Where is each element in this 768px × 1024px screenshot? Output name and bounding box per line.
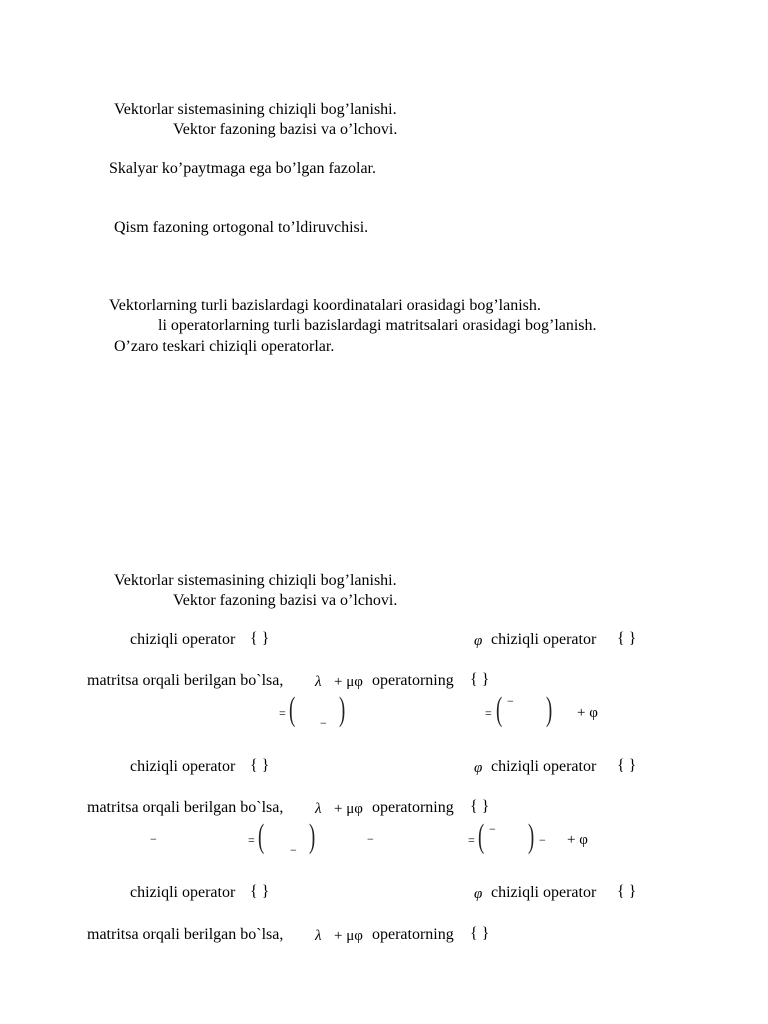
- matrix-right-paren-2: ): [546, 691, 553, 728]
- left-braces: { }: [250, 883, 270, 900]
- plus-mu-phi: + μφ: [334, 928, 363, 944]
- equals-sign-1: =: [279, 706, 286, 720]
- lambda-symbol: λ: [315, 928, 322, 944]
- minus-sign-c: −: [539, 833, 546, 847]
- matrix-right-paren-2: ): [528, 818, 535, 855]
- topic-line-7: O’zaro teskari chiziqli operatorlar.: [114, 338, 335, 355]
- minus-sign-2: −: [507, 694, 514, 708]
- lambda-symbol: λ: [315, 801, 322, 817]
- minus-sign-2: −: [489, 822, 496, 836]
- operator-word: operatorning: [372, 672, 454, 689]
- matrix-sentence: matritsa orqali berilgan bo`lsa,: [87, 799, 284, 816]
- plus-phi: + φ: [567, 832, 588, 848]
- right-braces: { }: [617, 630, 637, 647]
- operator-braces: { }: [470, 671, 490, 688]
- left-operator-label: chiziqli operator: [130, 631, 236, 648]
- minus-sign-b: −: [367, 832, 374, 846]
- phi-symbol: φ: [474, 760, 483, 776]
- phi-symbol: φ: [474, 886, 483, 902]
- topic-line-5: Vektorlarning turli bazislardagi koordinatalari orasidagi bog’lanish.: [109, 297, 541, 314]
- phi-symbol: φ: [474, 633, 483, 649]
- right-operator-label: chiziqli operator: [491, 884, 597, 901]
- lambda-symbol: λ: [315, 674, 322, 690]
- right-braces: { }: [617, 883, 637, 900]
- heading-line-1: Vektorlar sistemasining chiziqli bog’lanishi.: [114, 101, 397, 118]
- minus-sign-a: −: [150, 832, 157, 846]
- minus-sign-1: −: [320, 716, 327, 730]
- right-operator-label: chiziqli operator: [491, 631, 597, 648]
- matrix-left-paren-2: (: [478, 818, 485, 855]
- left-operator-label: chiziqli operator: [130, 884, 236, 901]
- right-operator-label: chiziqli operator: [491, 758, 597, 775]
- matrix-left-paren-2: (: [496, 691, 503, 728]
- left-braces: { }: [250, 757, 270, 774]
- matrix-right-paren-1: ): [309, 818, 316, 855]
- plus-mu-phi: + μφ: [334, 674, 363, 690]
- plus-phi: + φ: [577, 705, 598, 721]
- plus-mu-phi: + μφ: [334, 801, 363, 817]
- matrix-right-paren-1: ): [339, 691, 346, 728]
- topic-line-6: li operatorlarning turli bazislardagi matritsalari orasidagi bog’lanish.: [158, 317, 597, 334]
- left-operator-label: chiziqli operator: [130, 758, 236, 775]
- matrix-sentence: matritsa orqali berilgan bo`lsa,: [87, 672, 284, 689]
- heading-line-2: Vektor fazoning bazisi va o’lchovi.: [173, 121, 398, 138]
- operator-braces: { }: [470, 925, 490, 942]
- minus-sign-1: −: [290, 843, 297, 857]
- matrix-sentence: matritsa orqali berilgan bo`lsa,: [87, 926, 284, 943]
- matrix-left-paren-1: (: [289, 691, 296, 728]
- equals-sign-1: =: [248, 833, 255, 847]
- topic-line-3: Skalyar ko’paytmaga ega bo’lgan fazolar.: [109, 160, 376, 177]
- left-braces: { }: [250, 630, 270, 647]
- equals-sign-2: =: [468, 833, 475, 847]
- matrix-left-paren-1: (: [258, 818, 265, 855]
- equals-sign-2: =: [485, 706, 492, 720]
- heading-line-2b: Vektor fazoning bazisi va o’lchovi.: [173, 592, 398, 609]
- topic-line-4: Qism fazoning ortogonal to’ldiruvchisi.: [114, 219, 369, 236]
- right-braces: { }: [617, 757, 637, 774]
- operator-word: operatorning: [372, 799, 454, 816]
- heading-line-1b: Vektorlar sistemasining chiziqli bog’lanishi.: [114, 572, 397, 589]
- operator-word: operatorning: [372, 926, 454, 943]
- operator-braces: { }: [470, 798, 490, 815]
